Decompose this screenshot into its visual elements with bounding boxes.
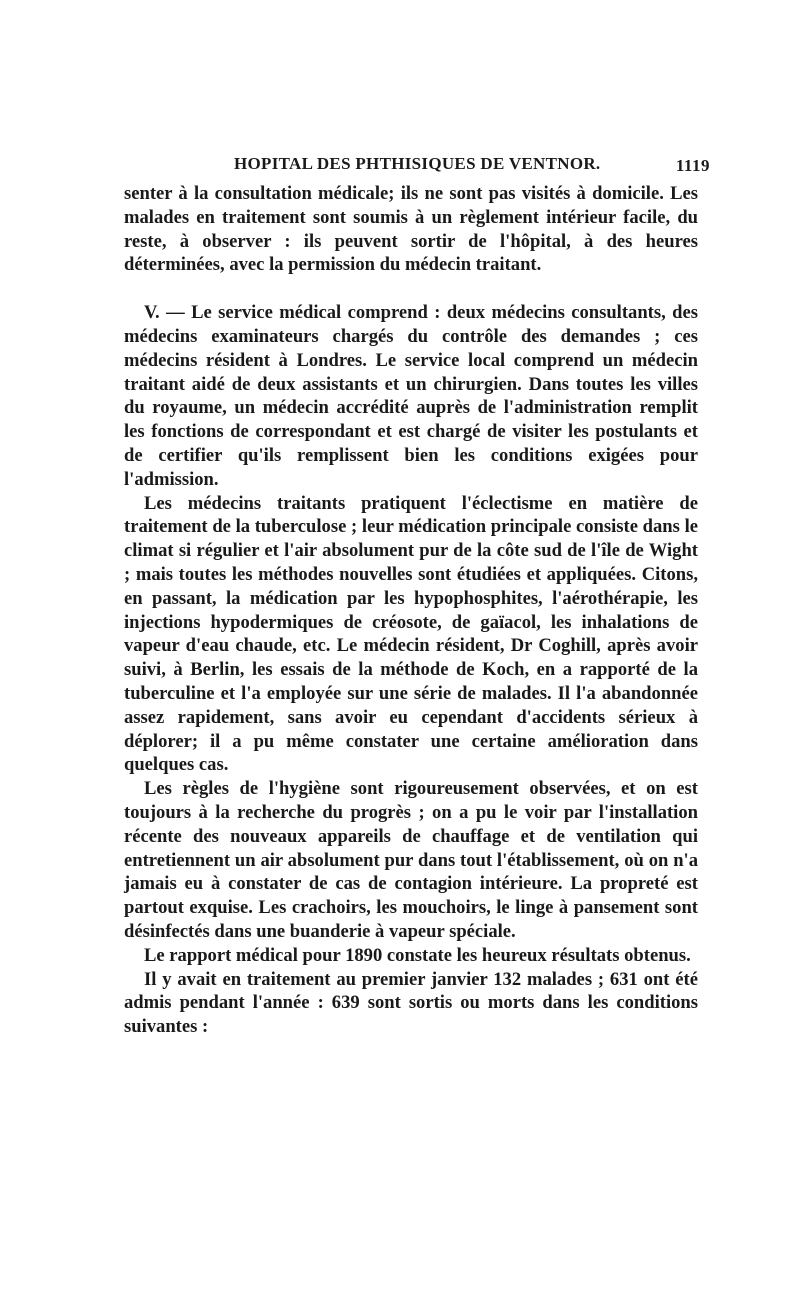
- body-text: [124, 182, 698, 1039]
- paragraph-patient-statistics: Il y avait en traitement au premier janvier 132 malades ; 631 ont été admis pendant l'année : 639 sont sortis ou morts dans les conditions suivantes :: [124, 968, 698, 1038]
- paragraph-treatment-methods: Les médecins traitants pratiquent l'éclectisme en matière de traitement de la tuberculose ; leur médication principale consiste dans le climat si régulier et l'air absolument pur de la côte sud de l'île de Wight ; mais toutes les méthodes nouvelles sont étudiées et appliquées. Citons, en passant, la médication par les hypophosphites, l'aérothérapie, les injections hypodermiques de créosote, de gaïacol, les inhalations de vapeur d'eau chaude, etc. Le médecin résident, Dr Coghill, après avoir suivi, à Berlin, les essais de la méthode de Koch, en a rapporté de la tuberculine et l'a employée sur une série de malades. Il l'a abandonnée assez rapidement, sans avoir eu cependant d'accidents sérieux à déplorer; il a pu même constater une certaine amélioration dans quelques cas.: [124, 492, 698, 776]
- paragraph-medical-report: Le rapport médical pour 1890 constate les heureux résultats obtenus.: [144, 944, 691, 966]
- running-title: HOPITAL DES PHTHISIQUES DE VENTNOR.: [234, 154, 601, 173]
- paragraph-hygiene: Les règles de l'hygiène sont rigoureusement observées, et on est toujours à la recherche du progrès ; on a pu le voir par l'installation récente des nouveaux appareils de chauffage et de ventilation qui entretiennent un air absolument pur dans tout l'établissement, où on n'a jamais eu à constater de cas de contagion intérieure. La propreté est partout exquise. Les crachoirs, les mouchoirs, le linge à pansement sont désinfectés dans une buanderie à vapeur spéciale.: [124, 778, 698, 942]
- paragraph-medical-service: V. — Le service médical comprend : deux médecins consultants, des médecins examinateurs chargés du contrôle des demandes ; ces médecins résident à Londres. Le service local comprend un médecin traitant aidé de deux assistants et un chirurgien. Dans toutes les villes du royaume, un médecin accrédité auprès de l'administration remplit les fonctions de correspondant et est chargé de visiter les postulants et de certifier qu'ils remplissent bien les conditions exigées pour l'admission.: [124, 302, 698, 490]
- paragraph-continuation: senter à la consultation médicale; ils ne sont pas visités à domicile. Les malades en traitement sont soumis à un règlement intérieur facile, du reste, à observer : ils peuvent sortir de l'hôpital, à des heures déterminées, avec la permission du médecin traitant.: [124, 183, 698, 276]
- running-head: [124, 150, 712, 178]
- page-number: 1119: [675, 156, 710, 175]
